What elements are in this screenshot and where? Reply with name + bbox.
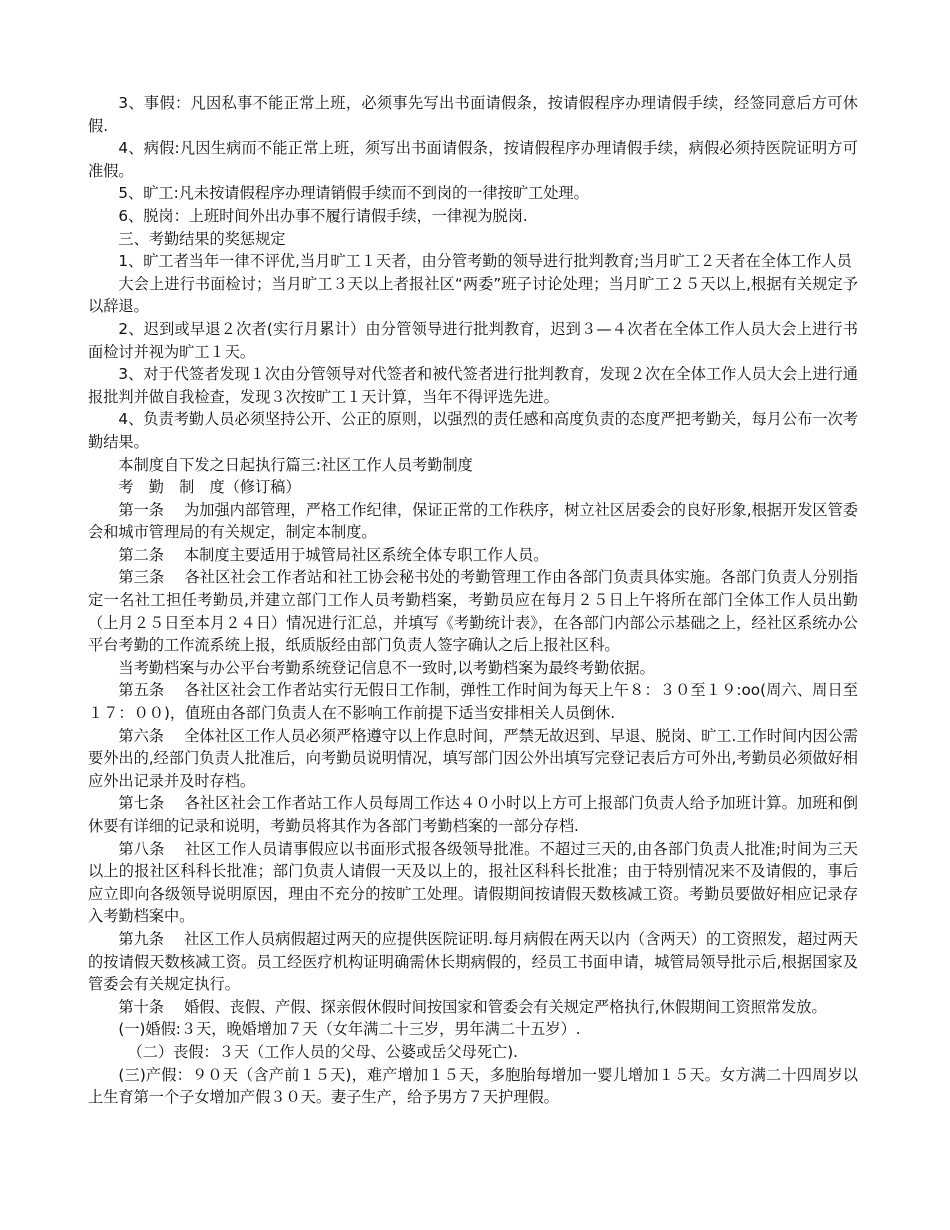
document-body — [88, 92, 858, 1109]
article-1: 第一条 为加强内部管理，严格工作纪律，保证正常的工作秩序，树立社区居委会的良好形象,根据开发区管委会和城市管理局的有关规定，制定本制度。 — [88, 500, 858, 542]
article-2: 第二条 本制度主要适用于城管局社区系统全体专职工作人员。 — [118, 545, 549, 564]
paragraph-sick-leave: 4、病假:凡因生病而不能正常上班，须写出书面请假条，按请假程序办理请假手续，病假必须持医院证明方可准假。 — [88, 139, 858, 180]
paragraph-personal-leave: 3、事假：凡因私事不能正常上班，必须事先写出书面请假条，按请假程序办理请假手续，经签同意后方可休假. — [88, 94, 858, 135]
article-10: 第十条 婚假、丧假、产假、探亲假休假时间按国家和管委会有关规定严格执行,休假期间工资照常发放。 — [118, 997, 827, 1016]
article-6: 第六条 全体社区工作人员必须严格遵守以上作息时间，严禁无故迟到、早退、脱岗、旷工.工作时间内因公需要外出的,经部门负责人批准后，向考勤员说明情况，填写部门因公外出填写完登记表后方可外出,考勤员必须做好相应外出记录并及时存档。 — [88, 726, 858, 790]
item-funeral-leave: （二）丧假：３天（工作人员的父母、公婆或岳父母死亡). — [127, 1042, 518, 1061]
paragraph-absenteeism: 5、旷工:凡未按请假程序办理请销假手续而不到岗的一律按旷工处理。 — [118, 184, 589, 203]
article-5: 第五条 各社区社会工作者站实行无假日工作制，弹性工作时间为每天上午８：３０至１９:oo(周六、周日至１７：００)，值班由各部门负责人在不影响工作前提下适当安排相关人员倒休. — [88, 681, 858, 723]
paragraph-effective-date: 本制度自下发之日起执行篇三:社区工作人员考勤制度 — [118, 455, 473, 474]
paragraph-attendance-record: 当考勤档案与办公平台考勤系统登记信息不一致时,以考勤档案为最终考勤依据。 — [118, 658, 655, 677]
article-8: 第八条 社区工作人员请事假应以书面形式报各级领导批准。不超过三天的,由各部门负责人批准;时间为三天以上的报社区科科长批准；部门负责人请假一天及以上的，报社区科科长批准；由于特别情况来不及请假的，事后应立即向各级领导说明原因，理由不充分的按旷工处理。请假期间按请假天数核减工资。考勤员要做好相应记录存入考勤档案中。 — [88, 839, 858, 926]
paragraph-rule-2: 2、迟到或早退２次者(实行月累计）由分管领导进行批判教育，迟到３—４次者在全体工作人员大会上进行书面检讨并视为旷工１天。 — [88, 319, 858, 361]
paragraph-rule-4: 4、负责考勤人员必须坚持公开、公正的原则，以强烈的责任感和高度负责的态度严把考勤关，每月公布一次考勤结果。 — [88, 410, 858, 451]
document-title: 考 勤 制 度（修订稿） — [118, 478, 301, 497]
paragraph-rule-1: 1、旷工者当年一律不评优,当月旷工１天者，由分管考勤的领导进行批判教育;当月旷工２天者在全体工作人员 — [118, 252, 852, 271]
article-3: 第三条 各社区社会工作者站和社工协会秘书处的考勤管理工作由各部门负责具体实施。各部门负责人分别指定一名社工担任考勤员,并建立部门工作人员考勤档案，考勤员应在每月２５日上午将所在部门全体工作人员出勤（上月２５日至本月２４日）情况进行汇总，并填写《考勤统计表》，在各部门内部公示基础之上，经社区系统办公平台考勤的工作流系统上报，纸质版经由部门负责人签字确认之后上报社区科。 — [88, 568, 858, 655]
paragraph-rule-1-continued: 大会上进行书面检讨；当月旷工３天以上者报社区“两委”班子讨论处理；当月旷工２５天以上,根据有关规定予以辞退。 — [88, 274, 858, 316]
section-heading-rewards-penalties: 三、考勤结果的奖惩规定 — [118, 229, 286, 248]
paragraph-rule-3: 3、对于代签者发现１次由分管领导对代签者和被代签者进行批判教育，发现２次在全体工作人员大会上进行通报批判并做自我检查，发现３次按旷工１天计算，当年不得评选先进。 — [88, 365, 858, 406]
article-9: 第九条 社区工作人员病假超过两天的应提供医院证明.每月病假在两天以内（含两天）的工资照发，超过两天的按请假天数核减工资。员工经医疗机构证明确需休长期病假的，经员工书面申请，城管局领导批示后,根据国家及管委会有关规定执行。 — [88, 929, 858, 994]
paragraph-leaving-post: 6、脱岗：上班时间外出办事不履行请假手续，一律视为脱岗. — [118, 206, 528, 225]
article-7: 第七条 各社区社会工作者站工作人员每周工作达４０小时以上方可上报部门负责人给予加班计算。加班和倒休要有详细的记录和说明，考勤员将其作为各部门考勤档案的一部分存档. — [88, 794, 858, 835]
item-marriage-leave: (一)婚假:３天，晚婚增加７天（女年满二十三岁，男年满二十五岁）. — [118, 1020, 581, 1039]
item-maternity-leave: (三)产假：９０天（含产前１５天)，难产增加１５天，多胞胎每增加一婴儿增加１５天。女方满二十四周岁以上生育第一个子女增加产假３０天。妻子生产，给予男方７天护理假。 — [88, 1065, 858, 1107]
